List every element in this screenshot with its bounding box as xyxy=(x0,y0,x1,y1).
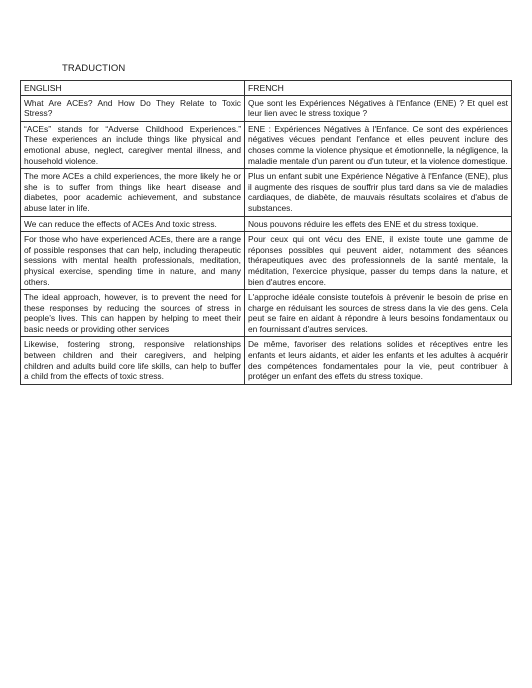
french-cell: ENE : Expériences Négatives à l'Enfance. Ce sont des expériences négatives vécues pendant l'enfance et elles peuvent inclure des choses comme la violence physique et émotionnelle, la négligence, la maladie mentale d'un parent ou d'un tuteur, et la violence domestique. xyxy=(245,121,512,168)
english-cell: The more ACEs a child experiences, the more likely he or she is to suffer from things like heart disease and diabetes, poor academic achievement, and substance abuse later in life. xyxy=(21,169,245,216)
english-cell: The ideal approach, however, is to prevent the need for these responses by reducing the sources of stress in people’s lives. This can happen by helping to meet their basic needs or providing other services xyxy=(21,290,245,337)
french-cell: Plus un enfant subit une Expérience Négative à l'Enfance (ENE), plus il augmente des risques de souffrir plus tard dans sa vie de maladies cardiaques, de diabète, de mauvais résultats scolaires et d'abus de substances. xyxy=(245,169,512,216)
english-cell: “ACEs” stands for “Adverse Childhood Experiences.” These experiences an include things like physical and emotional abuse, neglect, caregiver mental illness, and household violence. xyxy=(21,121,245,168)
table-row xyxy=(21,95,512,121)
english-cell: We can reduce the effects of ACEs And toxic stress. xyxy=(21,216,245,232)
french-cell: Nous pouvons réduire les effets des ENE et du stress toxique. xyxy=(245,216,512,232)
column-header-english: ENGLISH xyxy=(21,81,245,96)
table-row xyxy=(21,216,512,232)
translation-table xyxy=(20,80,512,385)
english-cell: For those who have experienced ACEs, there are a range of possible responses that can help, including therapeutic sessions with mental health professionals, meditation, physical exercise, spending time in nature, and many others. xyxy=(21,232,245,290)
page-heading: TRADUCTION xyxy=(62,63,126,74)
french-cell: De même, favoriser des relations solides et réceptives entre les enfants et leurs aidants, et aider les enfants et les adultes à acquérir des compétences fondamentales pour la vie, peut contribuer à protéger un enfant des effets du stress toxique. xyxy=(245,337,512,384)
table-row xyxy=(21,290,512,337)
english-cell: What Are ACEs? And How Do They Relate to Toxic Stress? xyxy=(21,95,245,121)
table-header-row xyxy=(21,81,512,96)
english-cell: Likewise, fostering strong, responsive relationships between children and their caregivers, and helping children and adults build core life skills, can help to buffer a child from the effects of toxic stress. xyxy=(21,337,245,384)
table-row xyxy=(21,337,512,384)
table-row xyxy=(21,169,512,216)
french-cell: Pour ceux qui ont vécu des ENE, il existe toute une gamme de réponses possibles qui peuvent aider, notamment des séances thérapeutiques avec des professionnels de la santé mentale, la méditation, l'exercice physique, passer du temps dans la nature, et bien d'autres encore. xyxy=(245,232,512,290)
table-row xyxy=(21,121,512,168)
table-row xyxy=(21,232,512,290)
french-cell: L'approche idéale consiste toutefois à prévenir le besoin de prise en charge en réduisant les sources de stress dans la vie des gens. Cela peut se faire en aidant à répondre à leurs besoins fondamentaux ou en fournissant d'autres services. xyxy=(245,290,512,337)
column-header-french: FRENCH xyxy=(245,81,512,96)
french-cell: Que sont les Expériences Négatives à l'Enfance (ENE) ? Et quel est leur lien avec le stress toxique ? xyxy=(245,95,512,121)
